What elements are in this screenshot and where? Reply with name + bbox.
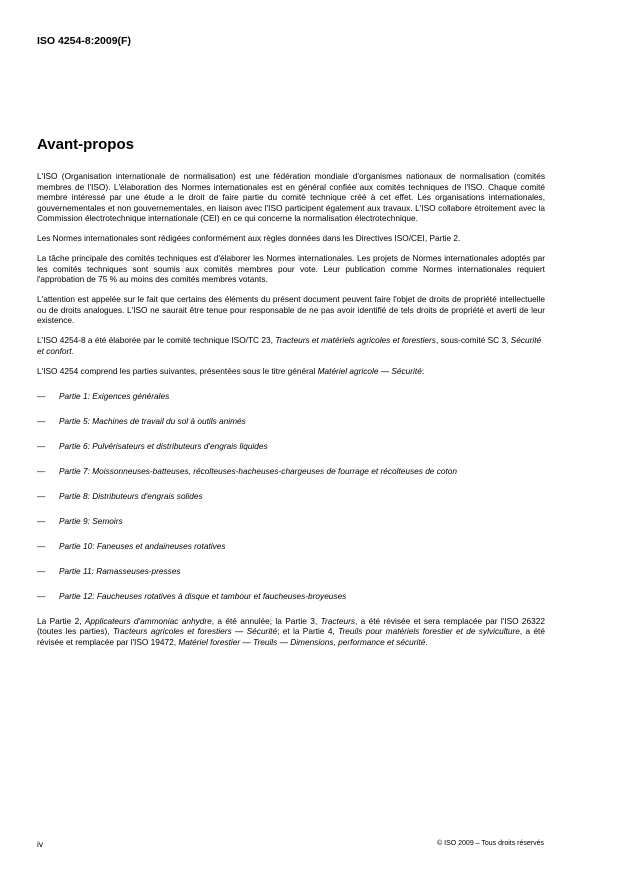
page-number: iv [37,839,44,849]
em-dash-bullet: — [37,390,46,401]
text-run: . [71,345,74,356]
list-item [37,391,545,402]
text-run: . [425,636,428,647]
em-dash-bullet: — [37,590,46,601]
text-run: : [421,365,425,376]
em-dash-bullet: — [37,540,46,551]
committee-title: Tracteurs et matériels agricoles et forestiers [275,335,436,346]
part-title: Applicateurs d'ammoniac anhydre [84,615,212,626]
standard-title: Tracteurs agricoles et forestiers — Sécurité [112,626,278,637]
em-dash-bullet: — [37,565,46,576]
paragraph-parts-intro [37,366,545,377]
list-item [37,416,545,427]
list-item-text: Partie 6: Pulvérisateurs et distributeurs d'engrais liquides [59,440,268,451]
list-item [37,591,545,602]
list-item-text: Partie 5: Machines de travail du sol à outils animés [59,415,246,426]
em-dash-bullet: — [37,465,46,476]
text-run: , a été révisée et sera remplacée par l'ISO 26322 (toutes les parties), [37,615,545,637]
list-item-text: Partie 9: Semoirs [59,515,123,526]
list-item-text: Partie 10: Faneuses et andaineuses rotatives [59,540,226,551]
subcommittee-title: Sécurité et confort [37,335,542,356]
paragraph-technical-committees: La tâche principale des comités techniques est d'élaborer les Normes internationales. Les projets de Normes internationales adoptés par les comités techniques sont soumis aux comités membres pour vote. Leur publication comme Normes internationales requiert l'approbation de 75 % au moins des comités membres votants. [37,253,545,285]
list-item-text: Partie 8: Distributeurs d'engrais solides [59,490,203,501]
em-dash-bullet: — [37,515,46,526]
list-item-text: Partie 11: Ramasseuses-presses [59,565,181,576]
section-title: Avant-propos [37,136,134,153]
text-run: , a été annulée; la Partie 3, [211,615,321,626]
list-item [37,491,545,502]
parts-list [37,391,545,602]
list-item [37,441,545,452]
text-run: , a été révisée et remplacée par l'ISO 19472, [37,626,545,647]
list-item-text: Partie 12: Faucheuses rotatives à disque et tambour et faucheuses-broyeuses [59,590,347,601]
document-id-header: ISO 4254-8:2009(F) [37,35,131,47]
paragraph-prepared-by [37,335,545,356]
text-run: L'ISO 4254 comprend les parties suivantes, présentées sous le titre général [37,365,318,376]
paragraph-patent-rights: L'attention est appelée sur le fait que certains des éléments du présent document peuvent faire l'objet de droits de propriété intellectuelle ou de droits analogues. L'ISO ne saurait être tenue pour responsable de ne pas avoir identifié de tels droits de propriété et averti de leur existence. [37,294,545,326]
paragraph-cancelled-parts [37,616,545,648]
list-item-text: Partie 1: Exigences générales [59,390,170,401]
document-body [37,171,545,657]
list-item [37,516,545,527]
text-run: , sous-comité SC 3, [435,335,511,346]
em-dash-bullet: — [37,440,46,451]
text-run: La Partie 2, [37,615,85,626]
copyright-notice: © ISO 2009 – Tous droits réservés [437,840,544,847]
part-title: Tracteurs [320,615,355,626]
text-run: ; et la Partie 4, [277,626,339,637]
list-item [37,541,545,552]
text-run: L'ISO 4254-8 a été élaborée par le comité technique ISO/TC 23, [37,335,276,346]
em-dash-bullet: — [37,415,46,426]
em-dash-bullet: — [37,490,46,501]
general-title: Matériel agricole — Sécurité [317,365,422,376]
list-item [37,566,545,577]
list-item [37,466,545,477]
list-item-text: Partie 7: Moissonneuses-batteuses, récolteuses-hacheuses-chargeuses de fourrage et récolteuses de coton [59,465,458,476]
paragraph-directives: Les Normes internationales sont rédigées conformément aux règles données dans les Directives ISO/CEI, Partie 2. [37,233,461,244]
standard-title: Matériel forestier — Treuils — Dimensions, performance et sécurité [178,636,426,647]
part-title: Treuils pour matériels forestier et de sylviculture [338,626,520,637]
paragraph-iso-organisation: L'ISO (Organisation internationale de normalisation) est une fédération mondiale d'organismes nationaux de normalisation (comités membres de l'ISO). L'élaboration des Normes internationales est en général confiée aux comités techniques de l'ISO. Chaque comité membre intéressé par une étude a le droit de faire partie du comité technique créé à cet effet. Les organisations internationales, gouvernementales et non gouvernementales, en liaison avec l'ISO participent également aux travaux. L'ISO collabore étroitement avec la Commission électrotechnique internationale (CEI) en ce qui concerne la normalisation électrotechnique. [37,171,545,223]
